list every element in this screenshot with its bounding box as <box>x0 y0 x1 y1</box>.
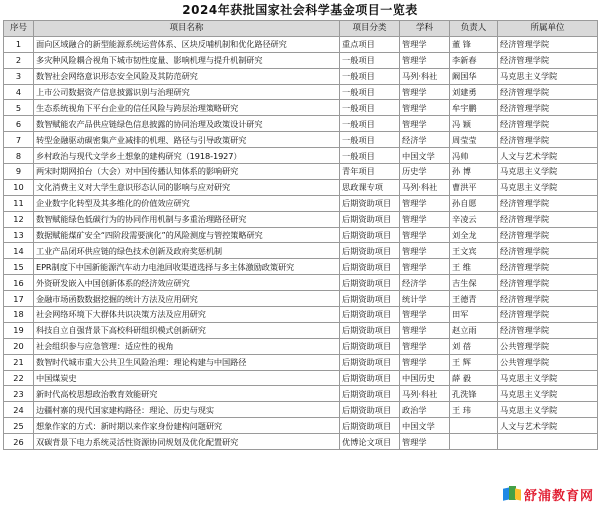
cell-category: 后期资助项目 <box>340 291 400 307</box>
cell-project-name: 社会网络环境下大群体共识决策方法及应用研究 <box>34 307 340 323</box>
table-row <box>4 402 598 418</box>
cell-project-name: 边疆村寨的现代国家建构路径：理论、历史与现实 <box>34 402 340 418</box>
header-person: 负责人 <box>450 21 498 37</box>
header-category: 项目分类 <box>340 21 400 37</box>
table-row <box>4 370 598 386</box>
cell-discipline: 历史学 <box>400 164 450 180</box>
cell-person: 吉生保 <box>450 275 498 291</box>
cell-person: 冯 颖 <box>450 116 498 132</box>
cell-number: 26 <box>4 434 34 450</box>
cell-org: 马克思主义学院 <box>498 164 598 180</box>
cell-number: 7 <box>4 132 34 148</box>
cell-org: 公共管理学院 <box>498 354 598 370</box>
cell-person: 曹洪平 <box>450 179 498 195</box>
cell-org: 经济管理学院 <box>498 116 598 132</box>
cell-category: 一般项目 <box>340 68 400 84</box>
cell-person: 董 锋 <box>450 36 498 52</box>
cell-number: 6 <box>4 116 34 132</box>
cell-discipline: 统计学 <box>400 291 450 307</box>
cell-project-name: 工业产品闭环供应链的绿色技术创新及政府奖惩机制 <box>34 243 340 259</box>
cell-category: 后期资助项目 <box>340 211 400 227</box>
cell-org: 经济管理学院 <box>498 132 598 148</box>
cell-person: 薛 毅 <box>450 370 498 386</box>
cell-project-name: 企业数字化转型及其多维化的价值效应研究 <box>34 195 340 211</box>
cell-project-name: 中国煤炭史 <box>34 370 340 386</box>
cell-discipline: 管理学 <box>400 434 450 450</box>
cell-project-name: 文化消费主义对大学生意识形态认同的影响与应对研究 <box>34 179 340 195</box>
cell-project-name: EPR制度下中国新能源汽车动力电池回收渠道选择与多主体激励政策研究 <box>34 259 340 275</box>
cell-discipline: 马列·科社 <box>400 179 450 195</box>
cell-number: 3 <box>4 68 34 84</box>
cell-org: 马克思主义学院 <box>498 386 598 402</box>
cell-category: 后期资助项目 <box>340 259 400 275</box>
cell-org: 人文与艺术学院 <box>498 418 598 434</box>
projects-table <box>3 20 598 450</box>
table-row <box>4 386 598 402</box>
cell-person: 田军 <box>450 307 498 323</box>
cell-number: 1 <box>4 36 34 52</box>
cell-person: 辛凌云 <box>450 211 498 227</box>
cell-person <box>450 418 498 434</box>
cell-discipline: 政治学 <box>400 402 450 418</box>
page-title: 2024年获批国家社会科学基金项目一览表 <box>182 3 418 17</box>
cell-number: 18 <box>4 307 34 323</box>
cell-category: 思政课专项 <box>340 179 400 195</box>
cell-org: 人文与艺术学院 <box>498 148 598 164</box>
header-no: 序号 <box>4 21 34 37</box>
table-row <box>4 164 598 180</box>
cell-category: 后期资助项目 <box>340 418 400 434</box>
cell-project-name: 科技自立自强背景下高校科研组织模式创新研究 <box>34 322 340 338</box>
table-row <box>4 68 598 84</box>
cell-org: 经济管理学院 <box>498 322 598 338</box>
cell-org: 公共管理学院 <box>498 338 598 354</box>
cell-person: 孔洗锋 <box>450 386 498 402</box>
cell-number: 14 <box>4 243 34 259</box>
cell-number: 5 <box>4 100 34 116</box>
cell-category: 重点项目 <box>340 36 400 52</box>
cell-discipline: 管理学 <box>400 338 450 354</box>
cell-org: 经济管理学院 <box>498 211 598 227</box>
cell-org: 马克思主义学院 <box>498 68 598 84</box>
cell-number: 12 <box>4 211 34 227</box>
table-row <box>4 275 598 291</box>
table-row <box>4 195 598 211</box>
header-name: 项目名称 <box>34 21 340 37</box>
table-row <box>4 338 598 354</box>
table-row <box>4 179 598 195</box>
cell-discipline: 管理学 <box>400 354 450 370</box>
table-row <box>4 211 598 227</box>
cell-project-name: 社会组织参与应急管理：适应性的视角 <box>34 338 340 354</box>
cell-project-name: 上市公司数据资产信息披露识别与治理研究 <box>34 84 340 100</box>
table-row <box>4 148 598 164</box>
cell-number: 4 <box>4 84 34 100</box>
cell-discipline: 中国历史 <box>400 370 450 386</box>
cell-category: 一般项目 <box>340 100 400 116</box>
table-row <box>4 291 598 307</box>
cell-project-name: 数智赋能农产品供应链绿色信息披露的协同治理及政策设计研究 <box>34 116 340 132</box>
cell-org: 经济管理学院 <box>498 291 598 307</box>
cell-org: 马克思主义学院 <box>498 402 598 418</box>
table-row <box>4 52 598 68</box>
cell-person: 王 玮 <box>450 402 498 418</box>
cell-project-name: 乡村政治与现代文学乡土想象的建构研究（1918-1927） <box>34 148 340 164</box>
cell-category: 后期资助项目 <box>340 307 400 323</box>
cell-category: 后期资助项目 <box>340 195 400 211</box>
table-row <box>4 36 598 52</box>
cell-discipline: 经济学 <box>400 275 450 291</box>
cell-category: 后期资助项目 <box>340 386 400 402</box>
watermark <box>503 485 594 503</box>
cell-project-name: 数智社会网络意识形态安全风险及其防范研究 <box>34 68 340 84</box>
cell-org: 经济管理学院 <box>498 100 598 116</box>
cell-category: 后期资助项目 <box>340 275 400 291</box>
cell-person: 阚国华 <box>450 68 498 84</box>
cell-project-name: 金融市场函数数据挖掘的统计方法及应用研究 <box>34 291 340 307</box>
cell-number: 16 <box>4 275 34 291</box>
cell-category: 后期资助项目 <box>340 322 400 338</box>
cell-org: 经济管理学院 <box>498 275 598 291</box>
cell-project-name: 外资研发嵌入中国创新体系的经济效应研究 <box>34 275 340 291</box>
cell-number: 10 <box>4 179 34 195</box>
cell-discipline: 管理学 <box>400 116 450 132</box>
cell-discipline: 管理学 <box>400 307 450 323</box>
cell-person: 孙 博 <box>450 164 498 180</box>
cell-person: 王 维 <box>450 259 498 275</box>
cell-category: 后期资助项目 <box>340 227 400 243</box>
cell-category: 一般项目 <box>340 148 400 164</box>
table-row <box>4 354 598 370</box>
cell-number: 20 <box>4 338 34 354</box>
watermark-text: 舒浦教育网 <box>523 488 594 504</box>
cell-person: 李新春 <box>450 52 498 68</box>
cell-person: 刘全龙 <box>450 227 498 243</box>
cell-discipline: 马列·科社 <box>400 68 450 84</box>
cell-number: 2 <box>4 52 34 68</box>
table-row <box>4 227 598 243</box>
cell-number: 15 <box>4 259 34 275</box>
cell-number: 22 <box>4 370 34 386</box>
table-row <box>4 418 598 434</box>
cell-discipline: 管理学 <box>400 84 450 100</box>
cell-category: 一般项目 <box>340 116 400 132</box>
cell-project-name: 数智赋能绿色低碳行为的协同作用机制与多重治理路径研究 <box>34 211 340 227</box>
cell-category: 后期资助项目 <box>340 370 400 386</box>
cell-org: 马克思主义学院 <box>498 179 598 195</box>
cell-category: 优博论文项目 <box>340 434 400 450</box>
cell-person: 王文宾 <box>450 243 498 259</box>
cell-discipline: 管理学 <box>400 36 450 52</box>
cell-number: 8 <box>4 148 34 164</box>
cell-org: 经济管理学院 <box>498 195 598 211</box>
cell-discipline: 管理学 <box>400 195 450 211</box>
cell-discipline: 中国文学 <box>400 418 450 434</box>
cell-person: 孙自愿 <box>450 195 498 211</box>
cell-project-name: 两宋时期网拍台（大会）对中国传播认知体系的影响研究 <box>34 164 340 180</box>
cell-project-name: 双碳背景下电力系统灵活性资源协同规划及优化配置研究 <box>34 434 340 450</box>
cell-number: 11 <box>4 195 34 211</box>
cell-discipline: 经济学 <box>400 132 450 148</box>
cell-project-name: 面向区域融合的新型能源系统运营体系、区块反哺机制和优化路径研究 <box>34 36 340 52</box>
cell-number: 9 <box>4 164 34 180</box>
cell-org: 马克思主义学院 <box>498 370 598 386</box>
cell-discipline: 管理学 <box>400 322 450 338</box>
header-discipline: 学科 <box>400 21 450 37</box>
watermark-logo-icon <box>503 486 521 502</box>
cell-person: 牟宇鹏 <box>450 100 498 116</box>
header-row <box>4 21 598 37</box>
cell-discipline: 管理学 <box>400 211 450 227</box>
cell-number: 13 <box>4 227 34 243</box>
cell-project-name: 转型金融驱动碳密集产业减排的机理、路径与引导政策研究 <box>34 132 340 148</box>
cell-discipline: 管理学 <box>400 259 450 275</box>
cell-discipline: 管理学 <box>400 100 450 116</box>
cell-category: 后期资助项目 <box>340 354 400 370</box>
table-row <box>4 322 598 338</box>
table-row <box>4 116 598 132</box>
cell-project-name: 数据赋能煤矿安全“四阶段需要演化”的风险测度与管控策略研究 <box>34 227 340 243</box>
cell-person: 王德青 <box>450 291 498 307</box>
cell-number: 19 <box>4 322 34 338</box>
cell-org: 经济管理学院 <box>498 36 598 52</box>
cell-person: 刘建勇 <box>450 84 498 100</box>
table-row <box>4 100 598 116</box>
cell-category: 青年项目 <box>340 164 400 180</box>
cell-discipline: 管理学 <box>400 52 450 68</box>
cell-org: 经济管理学院 <box>498 84 598 100</box>
cell-person: 刘 蓓 <box>450 338 498 354</box>
cell-org: 经济管理学院 <box>498 227 598 243</box>
cell-project-name: 新时代高校思想政治教育效能研究 <box>34 386 340 402</box>
cell-person <box>450 434 498 450</box>
cell-category: 后期资助项目 <box>340 243 400 259</box>
cell-number: 24 <box>4 402 34 418</box>
cell-number: 21 <box>4 354 34 370</box>
cell-category: 后期资助项目 <box>340 402 400 418</box>
table-row <box>4 243 598 259</box>
cell-org: 经济管理学院 <box>498 52 598 68</box>
cell-project-name: 想象作家的方式：新时期以来作家身份建构问题研究 <box>34 418 340 434</box>
cell-person: 赵立雨 <box>450 322 498 338</box>
table-row <box>4 307 598 323</box>
table-row <box>4 132 598 148</box>
cell-category: 一般项目 <box>340 52 400 68</box>
cell-category: 后期资助项目 <box>340 338 400 354</box>
cell-org: 经济管理学院 <box>498 307 598 323</box>
cell-number: 17 <box>4 291 34 307</box>
cell-person: 周莹莹 <box>450 132 498 148</box>
cell-person: 王 辉 <box>450 354 498 370</box>
cell-category: 一般项目 <box>340 132 400 148</box>
cell-discipline: 中国文学 <box>400 148 450 164</box>
table-row <box>4 434 598 450</box>
cell-discipline: 马列·科社 <box>400 386 450 402</box>
cell-number: 23 <box>4 386 34 402</box>
cell-number: 25 <box>4 418 34 434</box>
cell-category: 一般项目 <box>340 84 400 100</box>
header-org: 所属单位 <box>498 21 598 37</box>
cell-project-name: 数智时代城市重大公共卫生风险治理：理论构建与中国路径 <box>34 354 340 370</box>
cell-project-name: 生态系统视角下平台企业的信任风险与跨层治理策略研究 <box>34 100 340 116</box>
cell-org <box>498 434 598 450</box>
cell-discipline: 管理学 <box>400 227 450 243</box>
cell-person: 冯帅 <box>450 148 498 164</box>
cell-org: 经济管理学院 <box>498 243 598 259</box>
cell-discipline: 管理学 <box>400 243 450 259</box>
cell-project-name: 多灾种风险耦合视角下城市韧性度量、影响机理与提升机制研究 <box>34 52 340 68</box>
table-row <box>4 259 598 275</box>
table-row <box>4 84 598 100</box>
cell-org: 经济管理学院 <box>498 259 598 275</box>
